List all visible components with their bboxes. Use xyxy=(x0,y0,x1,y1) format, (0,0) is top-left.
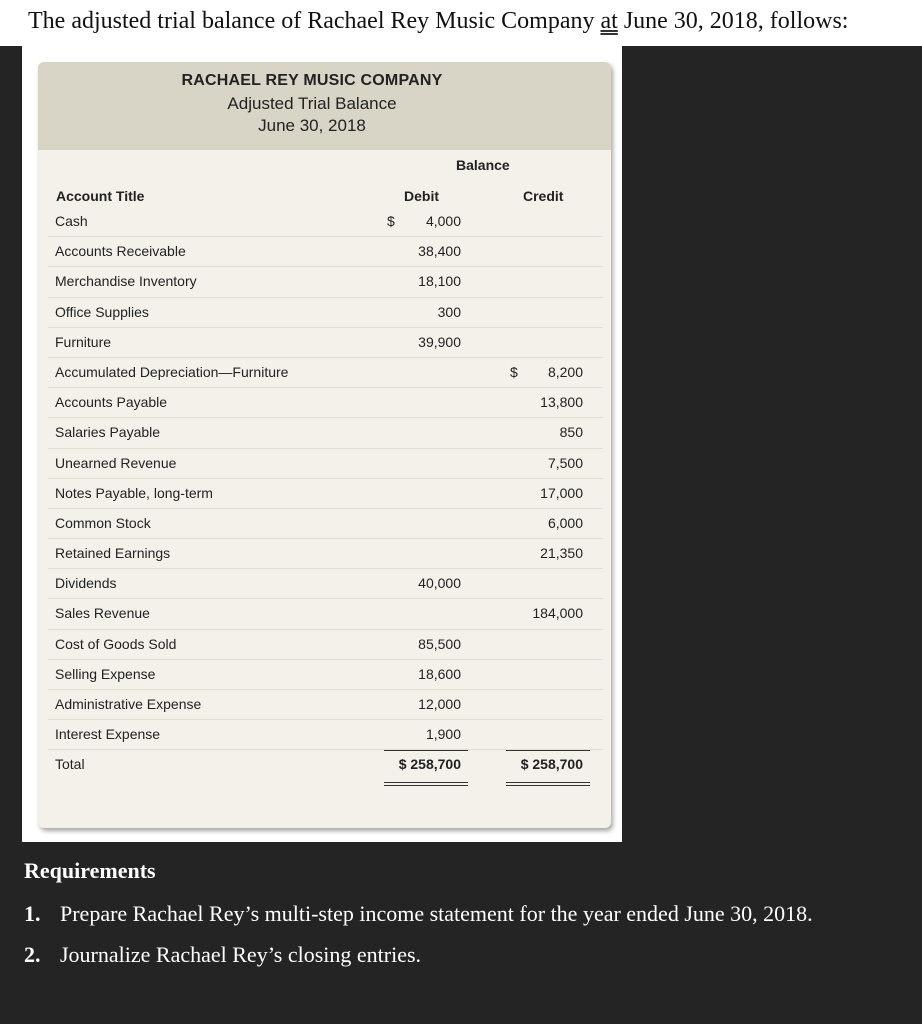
total-debit-double-rule-2 xyxy=(384,785,468,786)
credit-amount: 13,800 xyxy=(540,394,583,411)
debit-amount: 85,500 xyxy=(418,635,461,652)
credit-amount: 17,000 xyxy=(540,484,583,501)
intro-text-at: at xyxy=(600,8,618,34)
account-name: Interest Expense xyxy=(55,726,161,743)
debit-amount: 38,400 xyxy=(418,243,461,260)
total-label: Total xyxy=(55,756,85,773)
debit-dollar-sign: $ xyxy=(387,213,395,229)
table-row xyxy=(38,630,611,660)
table-row xyxy=(38,237,611,267)
total-credit-double-rule-1 xyxy=(506,782,590,783)
intro-text-start: The adjusted trial balance of Rachael Rey Music Company xyxy=(28,8,601,34)
debit-header: Debit xyxy=(404,188,439,204)
account-name: Office Supplies xyxy=(55,303,149,320)
total-credit-top-rule xyxy=(506,750,590,751)
table-row xyxy=(38,720,611,750)
requirement-number: 2. xyxy=(24,942,41,967)
account-name: Unearned Revenue xyxy=(55,454,177,471)
table-row xyxy=(38,298,611,328)
requirement-text: Prepare Rachael Rey’s multi-step income statement for the year ended June 30, 2018. xyxy=(60,901,813,926)
table-row xyxy=(38,328,611,358)
total-credit: $ 258,700 xyxy=(520,756,583,773)
company-name: RACHAEL REY MUSIC COMPANY xyxy=(181,72,443,89)
intro-text xyxy=(28,8,848,35)
account-name: Administrative Expense xyxy=(55,696,202,712)
total-debit-double-rule-1 xyxy=(384,782,468,783)
statement-date: June 30, 2018 xyxy=(258,116,366,135)
credit-amount: 184,000 xyxy=(532,605,583,622)
credit-dollar-sign: $ xyxy=(510,363,518,380)
account-name: Merchandise Inventory xyxy=(55,273,197,290)
requirement-number: 1. xyxy=(24,901,41,926)
credit-amount: 6,000 xyxy=(547,514,583,531)
statement-title: Adjusted Trial Balance xyxy=(227,94,397,113)
account-name: Notes Payable, long-term xyxy=(55,484,213,501)
table-row xyxy=(38,599,611,629)
table-row xyxy=(38,358,611,388)
account-name: Accumulated Depreciation—Furniture xyxy=(55,363,289,380)
debit-amount: 12,000 xyxy=(418,696,461,712)
debit-amount: 18,600 xyxy=(418,665,461,682)
table-row xyxy=(38,660,611,690)
account-name: Common Stock xyxy=(55,514,151,531)
account-name: Selling Expense xyxy=(55,665,156,682)
table-row xyxy=(38,479,611,509)
account-name: Salaries Payable xyxy=(55,424,161,441)
credit-header: Credit xyxy=(523,188,564,204)
debit-amount: 300 xyxy=(437,303,461,320)
debit-amount: 1,900 xyxy=(425,726,461,743)
table-row xyxy=(38,569,611,599)
account-name: Dividends xyxy=(55,575,117,592)
debit-amount: 39,900 xyxy=(418,333,461,350)
credit-amount: 7,500 xyxy=(547,454,583,471)
requirement-text: Journalize Rachael Rey’s closing entries. xyxy=(60,942,422,967)
total-debit-top-rule xyxy=(384,750,468,751)
table-row xyxy=(38,449,611,479)
table-row xyxy=(38,267,611,297)
account-name: Sales Revenue xyxy=(55,605,150,622)
total-credit-double-rule-2 xyxy=(506,785,590,786)
requirements-title: Requirements xyxy=(24,858,156,883)
debit-amount: 18,100 xyxy=(418,273,461,290)
account-name: Furniture xyxy=(55,333,112,350)
credit-amount: 21,350 xyxy=(540,545,583,562)
intro-text-end: June 30, 2018, follows: xyxy=(617,8,849,34)
total-debit: $ 258,700 xyxy=(398,756,461,773)
account-name: Accounts Payable xyxy=(55,394,168,411)
statement-header xyxy=(38,62,611,150)
table-row xyxy=(38,539,611,569)
credit-amount: 8,200 xyxy=(547,363,583,380)
table-row xyxy=(38,388,611,418)
balance-header: Balance xyxy=(456,157,510,173)
account-name: Cash xyxy=(55,213,88,229)
account-name: Cost of Goods Sold xyxy=(55,635,177,652)
account-name: Accounts Receivable xyxy=(55,243,186,260)
table-row xyxy=(38,509,611,539)
trial-balance-sheet xyxy=(22,46,622,842)
table-row xyxy=(38,207,611,237)
table-row xyxy=(38,690,611,720)
requirement-item xyxy=(24,901,813,927)
debit-amount: 4,000 xyxy=(425,213,461,229)
account-rows xyxy=(38,207,611,781)
table-row xyxy=(38,418,611,448)
trial-balance-card xyxy=(38,62,611,828)
account-title-header: Account Title xyxy=(56,188,145,204)
account-name: Retained Earnings xyxy=(55,545,171,562)
total-row xyxy=(38,750,611,780)
debit-amount: 40,000 xyxy=(418,575,461,592)
requirement-item xyxy=(24,942,421,968)
credit-amount: 850 xyxy=(559,424,583,441)
intro-banner xyxy=(0,0,922,46)
